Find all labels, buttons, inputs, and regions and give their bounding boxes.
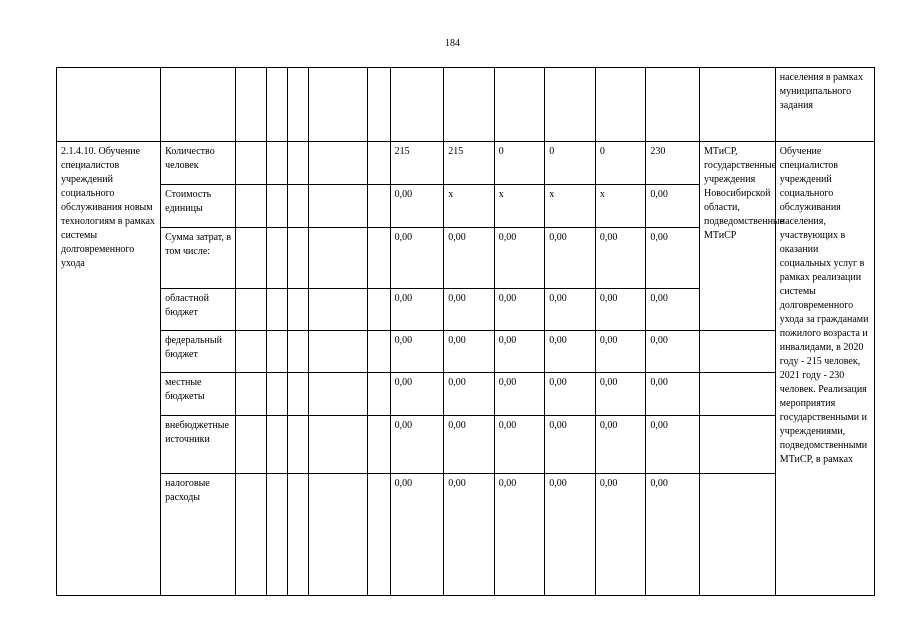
empty-cell: [235, 185, 266, 228]
value-cell: 0,00: [545, 416, 596, 474]
value-cell: 0,00: [545, 289, 596, 331]
empty-cell: [287, 142, 308, 185]
row-label: налоговые расходы: [161, 474, 236, 596]
value-cell: 0,00: [494, 289, 545, 331]
value-cell: 0,00: [494, 474, 545, 596]
empty-cell: [368, 331, 390, 373]
value-cell: 0,00: [646, 228, 700, 289]
value-cell: 0,00: [494, 331, 545, 373]
empty-cell: [287, 185, 308, 228]
empty-cell: [267, 228, 287, 289]
empty-cell: [368, 289, 390, 331]
empty-cell: [267, 185, 287, 228]
value-cell: 215: [444, 142, 495, 185]
table-row: [57, 474, 875, 596]
empty-cell: [308, 331, 368, 373]
value-cell: 0,00: [390, 373, 444, 416]
empty-cell: [235, 142, 266, 185]
table-row: [57, 373, 875, 416]
empty-cell: [368, 474, 390, 596]
table-row: [57, 142, 875, 185]
executor-empty-cell: [699, 474, 775, 596]
value-cell: 0,00: [444, 474, 495, 596]
executor-empty-cell: [699, 373, 775, 416]
executor-cell: МТиСР, государственные учреждения Новосибирской области, подведомственные МТиСР: [699, 142, 775, 331]
value-cell: 0,00: [595, 373, 646, 416]
value-cell: x: [444, 185, 495, 228]
value-cell: 0,00: [444, 416, 495, 474]
empty-cell: [235, 331, 266, 373]
value-cell: 0,00: [390, 416, 444, 474]
empty-cell: [308, 185, 368, 228]
empty-cell: [368, 185, 390, 228]
value-cell: 0,00: [390, 185, 444, 228]
empty-cell: [308, 416, 368, 474]
value-cell: 0,00: [390, 228, 444, 289]
empty-cell: [287, 331, 308, 373]
continuation-row: [57, 68, 875, 142]
executor-empty-cell: [699, 416, 775, 474]
row-label: федеральный бюджет: [161, 331, 236, 373]
table-row: [57, 331, 875, 373]
empty-cell: [235, 289, 266, 331]
empty-cell: [287, 228, 308, 289]
empty-cell: [267, 331, 287, 373]
value-cell: 0,00: [646, 416, 700, 474]
value-cell: 0,00: [595, 474, 646, 596]
value-cell: 0: [545, 142, 596, 185]
empty-cell: [235, 474, 266, 596]
value-cell: 0,00: [545, 228, 596, 289]
empty-cell: [368, 228, 390, 289]
row-label: внебюджетные источники: [161, 416, 236, 474]
value-cell: 215: [390, 142, 444, 185]
row-label: Стоимость единицы: [161, 185, 236, 228]
empty-cell: [308, 289, 368, 331]
value-cell: 0,00: [545, 373, 596, 416]
row-label: местные бюджеты: [161, 373, 236, 416]
value-cell: 0,00: [390, 474, 444, 596]
empty-cell: [308, 474, 368, 596]
empty-cell: [235, 416, 266, 474]
empty-cell: [267, 289, 287, 331]
value-cell: 0,00: [595, 228, 646, 289]
value-cell: x: [494, 185, 545, 228]
value-cell: 0,00: [494, 373, 545, 416]
program-table: [56, 67, 875, 596]
empty-cell: [368, 373, 390, 416]
empty-cell: [287, 289, 308, 331]
empty-cell: [287, 373, 308, 416]
value-cell: 0,00: [494, 228, 545, 289]
item-code-name: 2.1.4.10. Обучение специалистов учреждений социального обслуживания новым технологиям в рамках системы долговременного ухода: [57, 142, 161, 596]
row-label: Сумма затрат, в том числе:: [161, 228, 236, 289]
value-cell: 230: [646, 142, 700, 185]
empty-cell: [267, 416, 287, 474]
value-cell: 0,00: [444, 228, 495, 289]
executor-empty-cell: [699, 331, 775, 373]
row-label: областной бюджет: [161, 289, 236, 331]
value-cell: 0,00: [595, 331, 646, 373]
empty-cell: [267, 373, 287, 416]
value-cell: 0,00: [646, 331, 700, 373]
value-cell: 0,00: [646, 185, 700, 228]
empty-cell: [287, 474, 308, 596]
value-cell: 0,00: [390, 331, 444, 373]
value-cell: 0,00: [390, 289, 444, 331]
value-cell: 0,00: [646, 289, 700, 331]
value-cell: 0,00: [444, 373, 495, 416]
value-cell: 0,00: [595, 289, 646, 331]
table-row: [57, 416, 875, 474]
value-cell: 0,00: [444, 289, 495, 331]
value-cell: 0,00: [545, 474, 596, 596]
value-cell: 0,00: [545, 331, 596, 373]
value-cell: 0: [494, 142, 545, 185]
empty-cell: [308, 228, 368, 289]
value-cell: x: [545, 185, 596, 228]
result-cell: Обучение специалистов учреждений социального обслуживания населения, участвующих в оказании социальных услуг в рамках реализации системы долговременного ухода за гражданами пожилого возраста и инвалидами, в 2020 году - 215 человек, 2021 году - 230 человек. Реализация мероприятия государственными и учреждениями, подведомственными МТиСР, в рамках: [775, 142, 874, 596]
value-cell: x: [595, 185, 646, 228]
empty-cell: [267, 474, 287, 596]
value-cell: 0,00: [444, 331, 495, 373]
empty-cell: [267, 142, 287, 185]
empty-cell: [368, 142, 390, 185]
empty-cell: [235, 228, 266, 289]
empty-cell: [308, 373, 368, 416]
value-cell: 0: [595, 142, 646, 185]
value-cell: 0,00: [595, 416, 646, 474]
page-number: 184: [445, 38, 460, 49]
value-cell: 0,00: [646, 474, 700, 596]
empty-cell: [287, 416, 308, 474]
value-cell: 0,00: [494, 416, 545, 474]
empty-cell: [235, 373, 266, 416]
row-label: Количество человек: [161, 142, 236, 185]
continuation-note: населения в рамках муниципального задания: [775, 68, 874, 142]
empty-cell: [308, 142, 368, 185]
value-cell: 0,00: [646, 373, 700, 416]
empty-cell: [368, 416, 390, 474]
